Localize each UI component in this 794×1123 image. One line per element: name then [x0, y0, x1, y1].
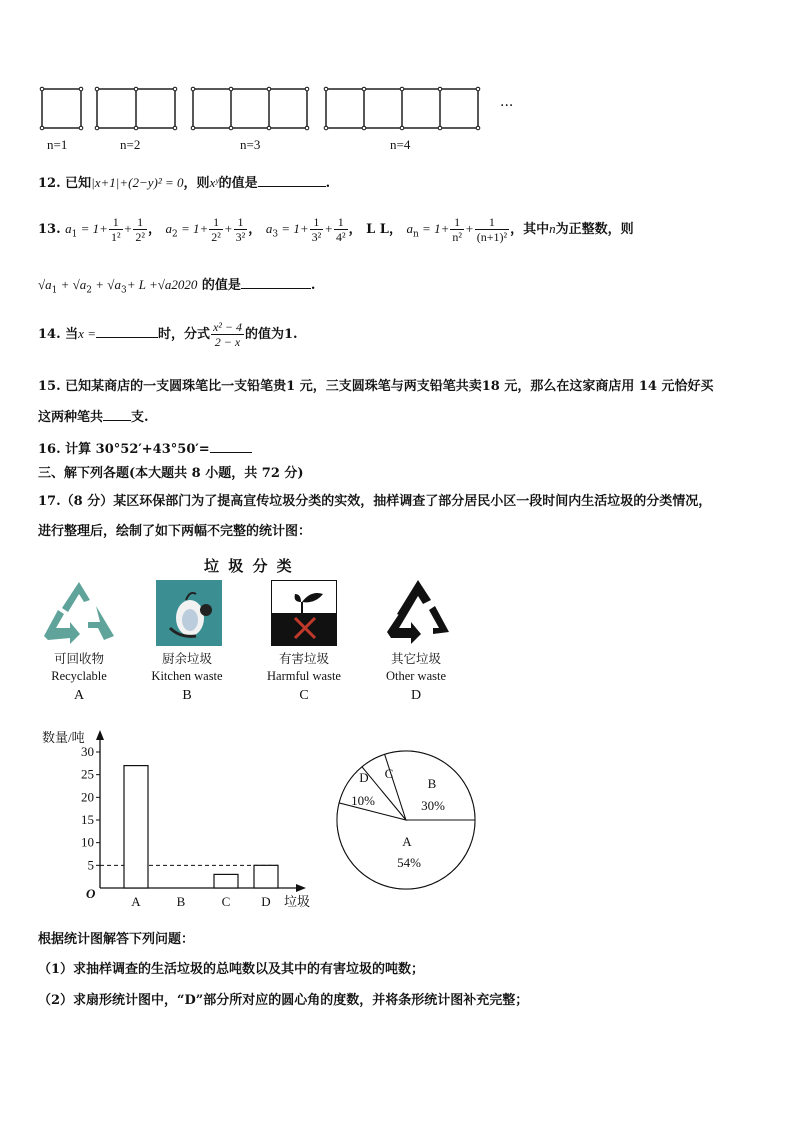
bar-chart [0, 720, 330, 920]
x-axis-arrow [296, 884, 306, 892]
y-axis-label: 数量/吨 [42, 730, 85, 745]
question-16: 16. 计算 30°52′+43°50′= [38, 438, 252, 457]
label-b: 厨余垃圾 Kitchen waste B [151, 652, 223, 703]
pie-label-C: C [384, 766, 394, 781]
label-a: 可回收物 Recyclable A [51, 652, 107, 703]
recycle-icon [38, 578, 120, 648]
other-waste-icon [385, 578, 451, 648]
y-tick-label-10: 10 [81, 834, 94, 850]
bar-A [124, 766, 148, 888]
y-tick-label-15: 15 [81, 812, 94, 827]
x-tick-label-B: B [176, 894, 186, 909]
chart-question-1: （1）求抽样调查的生活垃圾的总吨数以及其中的有害垃圾的吨数； [38, 962, 425, 977]
y-axis-arrow [96, 730, 104, 740]
x-tick-label-A: A [131, 894, 141, 909]
question-15-line2: 这两种笔共 支. [38, 410, 149, 425]
kitchen-waste-icon [156, 580, 222, 646]
x-tick-label-D: D [261, 894, 271, 909]
q12-answer-blank[interactable] [258, 174, 326, 187]
pattern-label-n2: n=2 [120, 137, 141, 152]
q15-answer-blank[interactable] [103, 408, 131, 421]
question-15: 15. 已知某商店的一支圆珠笔比一支铅笔贵1 元，三支圆珠笔与两支铅笔共卖18 元，那么在这家商店用 14 元恰好买 [38, 379, 714, 394]
y-tick-label-5: 5 [87, 857, 94, 873]
square-pattern [0, 0, 794, 160]
pattern-label-n1: n=1 [47, 137, 68, 152]
pattern-n3 [193, 89, 307, 128]
pattern-n4 [326, 89, 478, 128]
question-14: 14. 当x = 时，分式 $\frac{\text{x² − 4}}{2 - x}$ 的值为1. [38, 320, 298, 349]
y-tick-label-25: 25 [81, 766, 94, 782]
pie-percent-D: 10% [351, 793, 375, 808]
label-c: 有害垃圾 Harmful waste C [267, 652, 341, 703]
garbage-title: 垃 圾 分 类 [204, 557, 294, 575]
question-17: 17.（8 分）某区环保部门为了提高宣传垃圾分类的实效，抽样调查了部分居民小区一段时间内生活垃圾的分类情况， [38, 494, 712, 509]
bar-D [254, 865, 278, 888]
pie-label-D: D [359, 770, 369, 785]
q16-answer-blank[interactable] [210, 440, 252, 453]
q14-answer-blank[interactable] [96, 325, 158, 338]
chart-questions-intro: 根据统计图解答下列问题： [38, 932, 195, 947]
bar-C [214, 874, 238, 888]
y-tick-label-30: 30 [81, 744, 94, 759]
y-tick-label-20: 20 [81, 789, 94, 805]
pie-chart [330, 740, 490, 900]
x-tick-label-C: C [221, 894, 231, 909]
label-d: 其它垃圾 Other waste D [385, 652, 447, 703]
pattern-label-n3: n=3 [240, 137, 261, 152]
question-12: 12. 已知|x+1|+(2−y)² = 0，则xʸ的值是 . [38, 175, 331, 191]
chart-question-2: （2）求扇形统计图中，“D”部分所对应的圆心角的度数，并将条形统计图补充完整； [38, 993, 529, 1008]
question-13-line2: $√a_1 + √a_2 + √a_3+ L +√a2020$ 的值是 . [38, 277, 316, 296]
pie-label-A: A [402, 834, 412, 849]
pie-percent-B: 30% [421, 798, 445, 813]
section-3-title: 三、解下列各题(本大题共 8 小题，共 72 分) [38, 466, 304, 481]
origin-label: O [86, 886, 96, 901]
pattern-ellipsis: ··· [500, 98, 514, 114]
pie-label-B: B [427, 776, 437, 791]
x-axis-label: 垃圾 [284, 894, 311, 909]
pattern-n2 [97, 89, 175, 128]
harmful-waste-icon [271, 580, 337, 646]
q13-answer-blank[interactable] [241, 276, 311, 289]
q12-expression: |x+1|+(2−y)² = 0 [91, 175, 184, 190]
question-17-line2: 进行整理后，绘制了如下两幅不完整的统计图： [38, 524, 312, 539]
pattern-n1 [42, 89, 81, 128]
pattern-label-n4: n=4 [390, 137, 411, 152]
question-13: 13. $a_1 = 1+$ $\frac{1}{\text{1²}}$ + $\frac{1}{\text{2²}}$ ， $a_2 = 1+$ $\frac{1}{\text{2²}}$ + $\frac{1}{\text{3²}}$ ， $a_3 = 1+$ $\frac{1}{\text{3²}}$ + $\frac{1}{\text{4²}}$ ， L L， $a_n = 1+$ $\frac{1}{\text{n²}}$ + $\frac{1}{\text{(n+1)²}}$ ，其中n为正整数，则 [38, 215, 634, 244]
pie-percent-A: 54% [397, 855, 421, 870]
